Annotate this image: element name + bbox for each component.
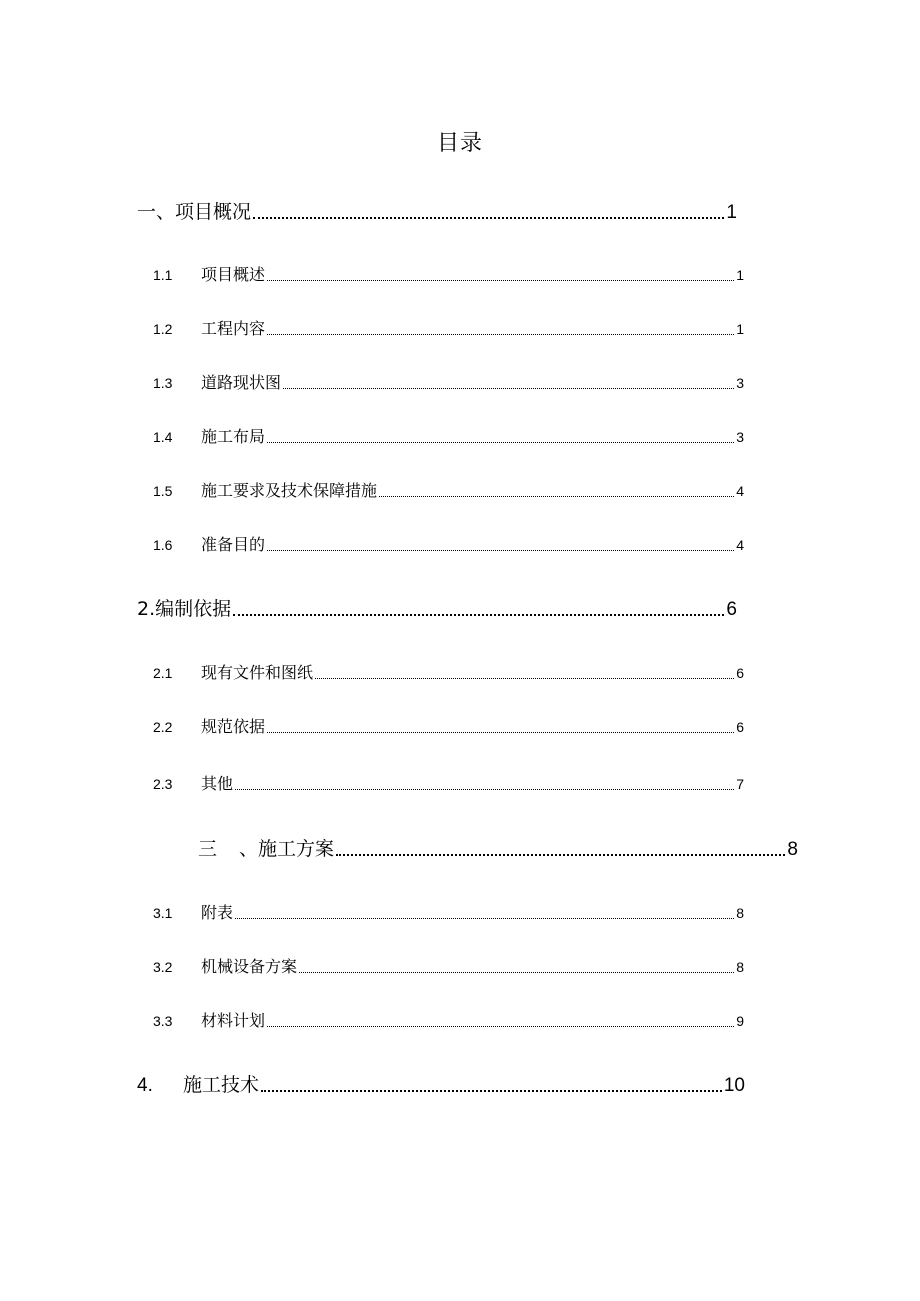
toc-item[interactable] [153,370,744,393]
toc-section-heading: 2.编制依据 [137,598,232,620]
toc-item-text: 其他 [201,774,234,793]
toc-item-text: 材料计划 [201,1011,266,1030]
toc-section-prefix: 三 [198,838,218,860]
toc-item-text: 机械设备方案 [201,957,298,976]
toc-page-number: 4 [736,537,744,553]
dot-leader [267,532,734,555]
dot-leader [267,316,734,339]
toc-item-number: 1.2 [153,321,173,337]
toc-item-number: 1.4 [153,429,173,445]
toc-page-number: 6 [726,599,737,620]
toc-item-number: 3.2 [153,959,173,975]
dot-leader [336,834,785,861]
toc-item-number: 2.3 [153,776,173,792]
dot-leader [253,197,724,224]
toc-item-text: 现有文件和图纸 [201,663,314,682]
toc-page-number: 6 [736,719,744,735]
toc-page-number: 1 [736,321,744,337]
dot-leader [379,478,734,501]
toc-page-number: 7 [736,776,744,792]
toc-item[interactable] [153,1008,744,1031]
toc-section-heading: 、施工方案 [239,838,335,860]
toc-item-number: 3.1 [153,905,173,921]
dot-leader [267,424,734,447]
toc-item[interactable] [153,424,744,447]
dot-leader [267,1008,734,1031]
toc-item-text: 工程内容 [201,319,266,338]
toc-item-number: 3.3 [153,1013,173,1029]
dot-leader [261,1070,722,1097]
toc-section-3[interactable] [198,834,798,861]
toc-item-number: 1.5 [153,483,173,499]
toc-item-text: 施工要求及技术保障措施 [201,481,378,500]
toc-item-text: 施工布局 [201,427,266,446]
toc-section-1[interactable] [137,197,737,224]
toc-page-number: 3 [736,375,744,391]
toc-item-number: 2.2 [153,719,173,735]
dot-leader [283,370,734,393]
toc-item-number: 2.1 [153,665,173,681]
toc-item[interactable] [153,714,744,737]
dot-leader [299,954,734,977]
toc-section-number: 4. [137,1075,153,1096]
toc-page-number: 1 [736,267,744,283]
toc-item-number: 1.3 [153,375,173,391]
toc-page-number: 4 [736,483,744,499]
toc-item[interactable] [153,771,744,794]
toc-page-number: 10 [723,1075,745,1096]
dot-leader [267,262,734,285]
dot-leader [233,594,724,621]
toc-page-number: 9 [736,1013,744,1029]
toc-item[interactable] [153,660,744,683]
toc-item[interactable] [153,262,744,285]
toc-item-text: 规范依据 [201,717,266,736]
toc-item-text: 准备目的 [201,535,266,554]
toc-item-number: 1.6 [153,537,173,553]
toc-section-heading: 施工技术 [183,1074,260,1096]
page-title: 目录 [436,131,483,156]
dot-leader [267,714,734,737]
toc-page-number: 3 [736,429,744,445]
toc-item[interactable] [153,532,744,555]
toc-page-number: 8 [787,839,798,860]
toc-item[interactable] [153,316,744,339]
toc-section-2[interactable] [137,594,737,621]
toc-page-number: 8 [736,959,744,975]
toc-item[interactable] [153,900,744,923]
dot-leader [235,900,734,923]
toc-page-number: 8 [736,905,744,921]
dot-leader [235,771,734,794]
toc-item-text: 附表 [201,903,234,922]
toc-item-text: 项目概述 [201,265,266,284]
toc-item-text: 道路现状图 [201,373,282,392]
toc-section-4[interactable] [137,1070,745,1097]
toc-item-number: 1.1 [153,267,173,283]
toc-item[interactable] [153,954,744,977]
toc-section-heading: 一、项目概况 [137,201,252,223]
toc-page-number: 6 [736,665,744,681]
dot-leader [315,660,734,683]
toc-page-number: 1 [726,202,737,223]
toc-item[interactable] [153,478,744,501]
